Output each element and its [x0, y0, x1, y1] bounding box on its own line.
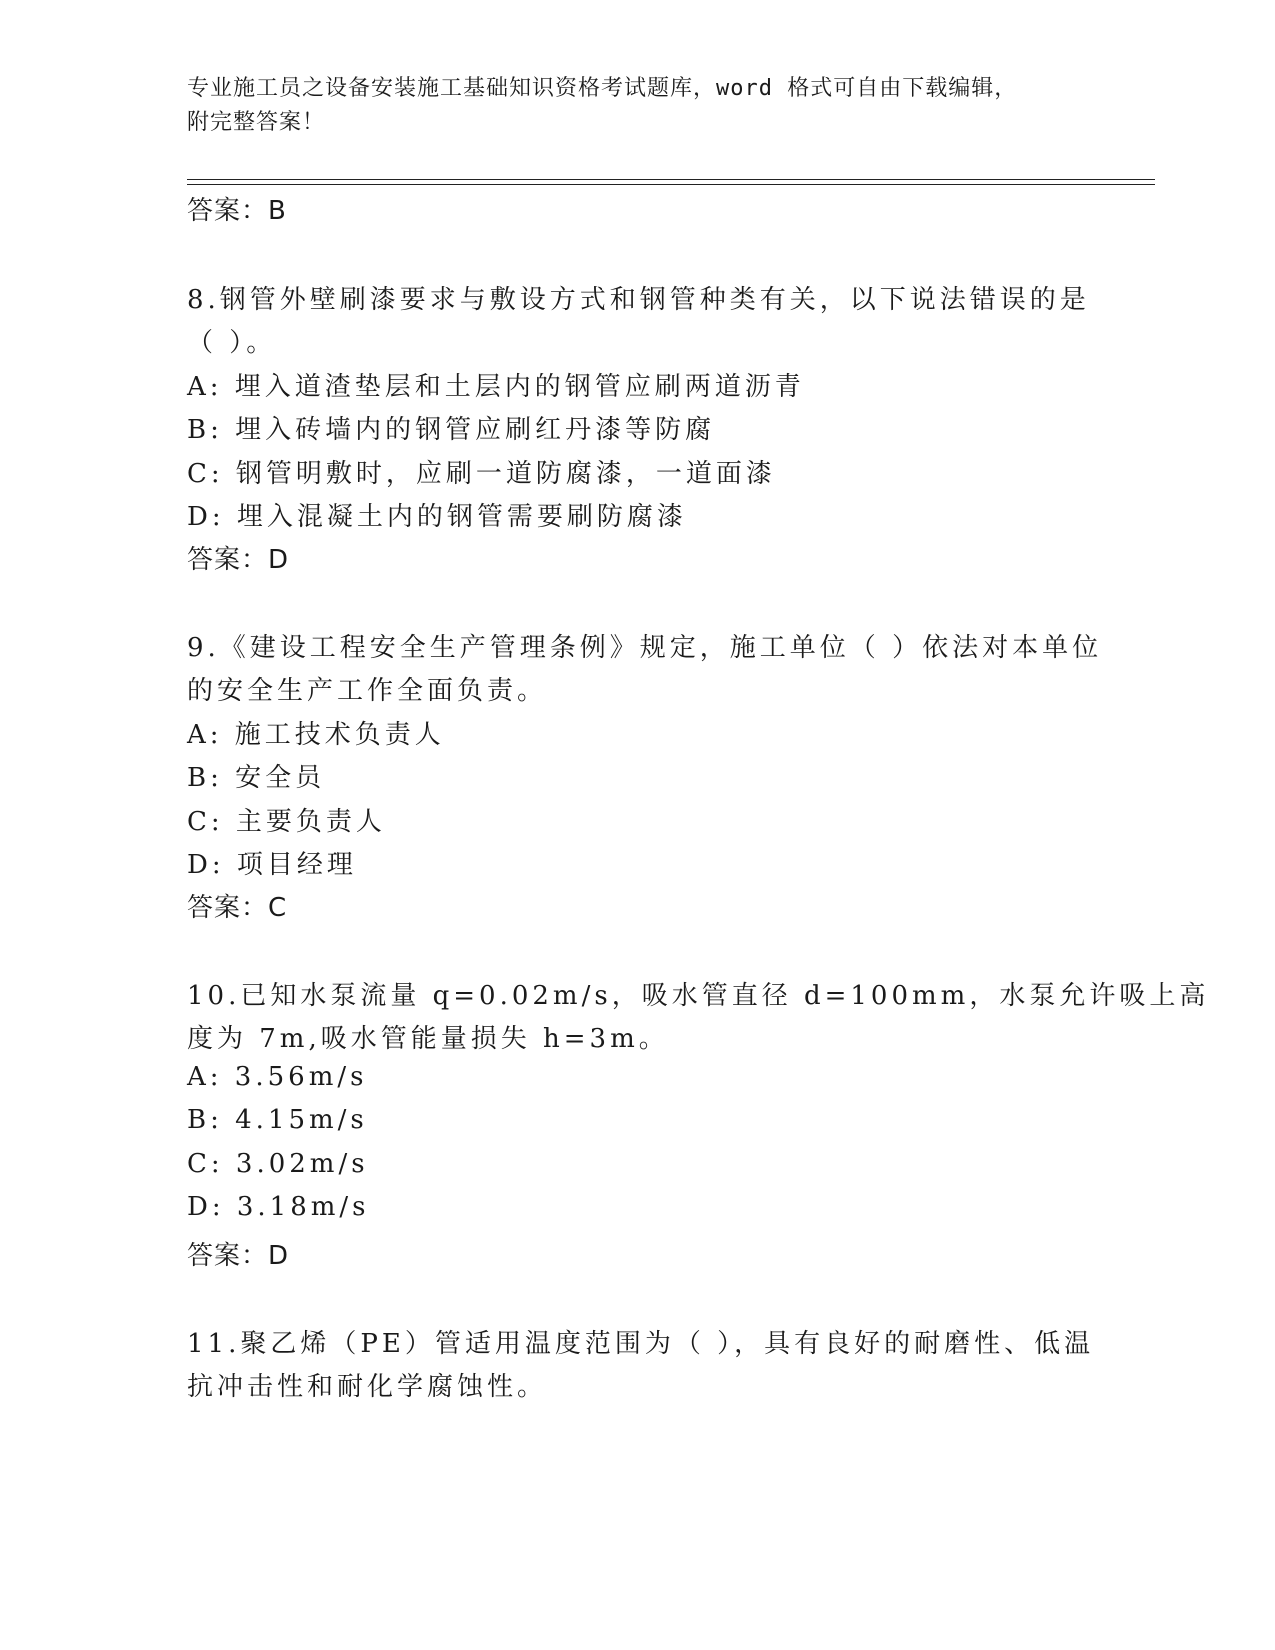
question-text-line: （ ）。	[187, 328, 277, 358]
option-b: B: 4.15m/s	[187, 1105, 368, 1135]
header-line-1: 专业施工员之设备安装施工基础知识资格考试题库，word 格式可自由下载编辑，	[187, 76, 1018, 101]
answer-prev: 答案：B	[187, 196, 287, 226]
question-text-line: 11.聚乙烯（PE）管适用温度范围为（ ），具有良好的耐磨性、低温	[187, 1329, 1095, 1359]
option-c: C: 3.02m/s	[187, 1149, 369, 1179]
question-text-line: 抗冲击性和耐化学腐蚀性。	[187, 1372, 548, 1402]
document-header	[187, 72, 1067, 140]
question-text-line: 度为 7m,吸水管能量损失 h=3m。	[187, 1024, 669, 1054]
question-text-line: 10.已知水泵流量 q=0.02m/s，吸水管直径 d=100mm，水泵允许吸上高	[187, 981, 1210, 1011]
option-b: B: 埋入砖墙内的钢管应刷红丹漆等防腐	[187, 415, 716, 445]
option-d: D: 3.18m/s	[187, 1192, 370, 1222]
answer: 答案：D	[187, 1241, 290, 1271]
option-d: D: 项目经理	[187, 850, 357, 880]
question-text-line: 的安全生产工作全面负责。	[187, 676, 548, 706]
answer: 答案：D	[187, 545, 290, 575]
question-text-line: 9.《建设工程安全生产管理条例》规定，施工单位（ ）依法对本单位	[187, 633, 1103, 663]
option-a: A: 施工技术负责人	[187, 720, 445, 750]
question-text-line: 8.钢管外壁刷漆要求与敷设方式和钢管种类有关，以下说法错误的是	[187, 285, 1090, 315]
header-line-2: 附完整答案！	[187, 110, 326, 135]
option-a: A: 埋入道渣垫层和土层内的钢管应刷两道沥青	[187, 372, 805, 402]
option-b: B: 安全员	[187, 763, 326, 793]
option-c: C: 钢管明敷时，应刷一道防腐漆，一道面漆	[187, 459, 776, 489]
option-d: D: 埋入混凝土内的钢管需要刷防腐漆	[187, 502, 687, 532]
option-a: A: 3.56m/s	[187, 1062, 368, 1092]
header-divider-top	[187, 179, 1155, 180]
header-divider-bottom	[187, 184, 1155, 185]
option-c: C: 主要负责人	[187, 807, 386, 837]
answer: 答案：C	[187, 893, 288, 923]
